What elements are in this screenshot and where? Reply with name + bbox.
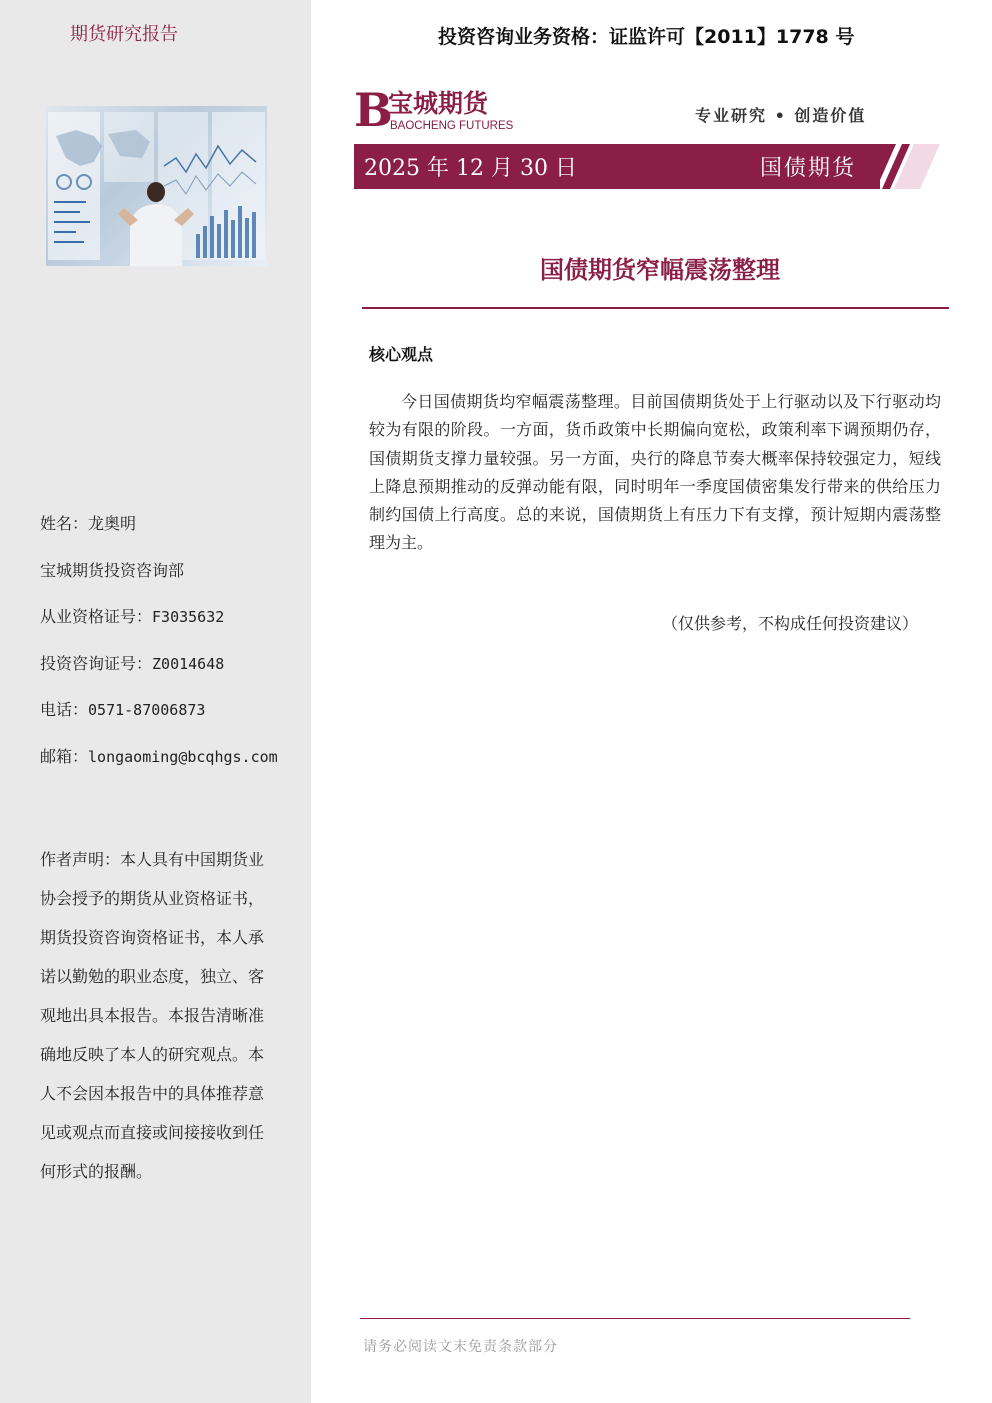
- company-logo: [354, 84, 524, 134]
- svg-text:BAOCHENG FUTURES: BAOCHENG FUTURES: [390, 120, 514, 132]
- analyst-phone: 电话：0571-87006873: [40, 700, 206, 719]
- analyst-name: 姓名：龙奥明: [40, 514, 137, 533]
- consulting-number: 投资咨询证号：Z0014648: [40, 654, 225, 673]
- footer-divider: [360, 1318, 910, 1319]
- footer-note: 请务必阅读文末免责条款部分: [363, 1339, 558, 1355]
- investment-disclaimer: （仅供参考，不构成任何投资建议）: [662, 614, 919, 633]
- core-view-paragraph: 今日国债期货均窄幅震荡整理。目前国债期货处于上行驱动以及下行驱动均较为有限的阶段。一方面，货币政策中长期偏向宽松，政策利率下调预期仍存，国债期货支撑力量较强。另一方面，央行的降息节奏大概率保持较强定力，短线上降息预期推动的反弹动能有限，同时明年一季度国债密集发行带来的供给压力制约国债上行高度。总的来说，国债期货上有压力下有支撑，预计短期内震荡整理为主。: [369, 392, 941, 553]
- company-slogan: 专业研究 • 创造价值: [695, 106, 867, 125]
- author-declaration: 作者声明：本人具有中国期货业协会授予的期货从业资格证书，期货投资咨询资格证书，本人承诺以勤勉的职业态度，独立、客观地出具本报告。本报告清晰准确地反映了本人的研究观点。本人不会因本报告中的具体推荐意见或观点而直接或间接接收到任何形式的报酬。: [40, 850, 265, 1181]
- section-title: 核心观点: [369, 345, 434, 364]
- report-headline: 国债期货窄幅震荡整理: [540, 256, 780, 284]
- report-type-label: 期货研究报告: [70, 24, 178, 45]
- headline-divider: [362, 307, 949, 309]
- analyst-email: 邮箱：longaoming@bcqhgs.com: [40, 747, 278, 766]
- report-category: 国债期货: [760, 156, 857, 181]
- svg-text:B: B: [354, 84, 393, 134]
- report-date: 2025 年 12 月 30 日: [364, 156, 577, 181]
- analyst-department: 宝城期货投资咨询部: [40, 561, 185, 580]
- email-link[interactable]: longaoming@bcqhgs.com: [88, 748, 278, 766]
- license-number: 投资咨询业务资格：证监许可【2011】1778 号: [438, 26, 855, 48]
- svg-text:宝城期货: 宝城期货: [388, 89, 489, 118]
- banner-stripes: [862, 144, 942, 189]
- qualification-number: 从业资格证号：F3035632: [40, 607, 225, 626]
- hero-image: [46, 106, 267, 266]
